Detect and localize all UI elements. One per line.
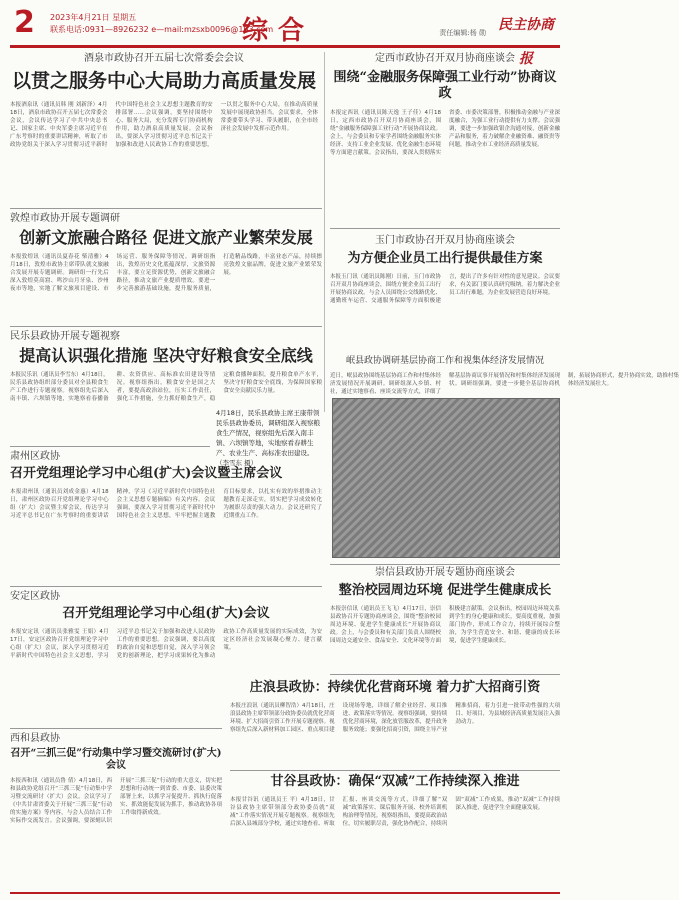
article-anding	[10, 590, 322, 694]
article-jiuquan	[10, 52, 318, 219]
article-body: 本报肃州讯（通讯员刘成金惠）4月18日，肃州区政协召开党组理论学习中心组（扩大）会议暨主席会议，传达学习习近平总书记在广东考察时的重要讲话精神，学习《习近平新时代中国特色社会主义思想专题摘编》有关内容。会议强调，要深入学习贯彻习近平新时代中国特色社会主义思想，牢牢把握主题教育目标要求，以扎实有效的举措推动主题教育走深走实，切实把学习成效转化为履职尽责的强大动力。会议还研究了近期重点工作。	[10, 488, 322, 519]
section-divider	[330, 228, 560, 229]
editor-credit: 责任编辑:杨 勋	[439, 29, 486, 37]
article-dunhuang	[10, 212, 322, 331]
masthead-info	[50, 12, 273, 36]
article-body: 近日，岷县政协围绕基层协商工作和村集体经济发展情况开展调研。调研组深入乡镇、村社，通过实地察看、座谈交流等方式，详细了解基层协商议事开展情况和村集体经济发展现状。调研组强调，要进一步健全基层协商机制，拓展协商形式，提升协商实效，助推村集体经济发展壮大。	[330, 373, 679, 395]
section-divider	[10, 208, 322, 209]
article-kicker: 敦煌市政协开展专题调研	[10, 213, 120, 224]
article-headline: 整治校园周边环境 促进学生健康成长	[338, 583, 552, 598]
article-kicker: 岷县政协调研基层协商工作和视集体经济发展情况	[345, 356, 544, 366]
photo-caption: 4月18日，民乐县政协主席王康带领民乐县政协委员，调研组深入视察粮食生产情况，视察组先后深入南丰镇、六坝镇等地，实地察看春耕生产、农业生产、高标准农田建设。（李雪东 摄）	[216, 409, 320, 467]
article-body: 本报敦煌讯（通讯员夏春花 柴清雅）4月18日，敦煌市政协主席带队就文旅融合发展开展专题调研。调研组一行先后深入敦煌莫高窟、鸣沙山月牙泉、沙州夜市等地，实地了解文旅项目建设、市场运营、服务保障等情况。调研组指出，敦煌历史文化底蕴深厚，文旅资源丰富，要立足资源优势，创新文旅融合路径，推动文旅产业提质增效。要进一步完善旅游基础设施，提升服务质量，打造精品线路，丰富业态产品，持续擦亮敦煌文旅品牌，促进文旅产业繁荣发展。	[10, 254, 322, 293]
section-divider	[230, 770, 560, 771]
article-kicker: 安定区政协	[10, 591, 60, 602]
section-divider	[10, 326, 322, 327]
article-headline: 召开“三抓三促”行动集中学习暨交流研讨(扩大)会议	[10, 748, 222, 771]
article-body: 本报定西讯（通讯员陈天逸 王子佳）4月18日，定西市政协召开双月协商座谈会，围绕“金融服务保障强工业行动”开展协商议政。会上，与会委员和专家学者围绕金融服务实体经济、支持工业企业发展、优化金融生态环境等方面建言献策。会议指出，要深入贯彻落实省委、市委决策部署，积极推动金融与产业深度融合，为强工业行动提供有力支撑。会议强调，要进一步加强政银企沟通对接，创新金融产品和服务，着力破解企业融资难、融资贵等问题，推动全市工业经济高质量发展。	[330, 110, 560, 157]
article-kicker: 西和县政协	[10, 733, 60, 744]
article-minxian	[330, 354, 679, 400]
article-kicker: 民乐县政协开展专题视察	[10, 331, 120, 342]
article-headline: 提高认识强化措施 坚决守好粮食安全底线	[19, 346, 313, 365]
page-number: 2	[14, 5, 35, 40]
article-headline: 围绕“金融服务保障强工业行动”协商议政	[333, 70, 557, 101]
article-headline: 创新文旅融合路径 促进文旅产业繁荣发展	[19, 228, 313, 247]
article-kicker: 肃州区政协	[10, 451, 60, 462]
issue-date: 2023年4月21日 星期五	[50, 13, 137, 22]
section-title: 综合	[242, 16, 315, 46]
article-headline: 庄浪县政协：持续优化营商环境 着力扩大招商引资	[249, 680, 541, 695]
article-body: 本报崇信讯（通讯员王飞飞）4月17日，崇信县政协召开专题协商座谈会，围绕“整治校园周边环境、促进学生健康成长”开展协商议政。会上，与会委员和有关部门负责人围绕校园周边交通安全、食品安全、文化环境等方面积极建言献策。会议指出，校园周边环境关系到学生的身心健康和成长，要高度重视，加强部门协作，形成工作合力，持续开展综合整治，为学生营造安全、和谐、健康的成长环境，促进学生健康成长。	[330, 605, 560, 644]
article-body: 本报民乐讯（通讯员李雪东）4月18日，民乐县政协组织部分委员对全县粮食生产工作进行专题视察。视察组先后深入南丰镇、六坝镇等地，实地察看春播备耕、农资供应、高标准农田建设等情况。视察组指出，粮食安全是国之大者，要提高政治站位，压实工作责任，强化工作措施，全力抓好粮食生产，稳定粮食播种面积，提升粮食单产水平，坚决守好粮食安全底线，为保障国家粮食安全贡献民乐力量。	[10, 372, 322, 403]
section-divider	[10, 446, 210, 447]
article-kicker: 玉门市政协召开双月协商座谈会	[375, 235, 515, 246]
article-headline: 为方便企业员工出行提供最佳方案	[347, 251, 543, 266]
section-divider	[10, 586, 322, 587]
article-zhuanglang	[230, 680, 560, 752]
article-body: 本报安定讯（通讯员张雅雯 王娟）4月17日，安定区政协召开党组理论学习中心组（扩大）会议，深入学习贯彻习近平新时代中国特色社会主义思想，学习习近平总书记关于加强和改进人民政协工作的重要思想。会议强调，要以高度的政治自觉和思想自觉，深入学习领会党的创新理论，把学习成果转化为推动政协工作高质量发展的实际成效，为安定区经济社会发展凝心聚力、建言献策。	[10, 628, 322, 659]
article-body: 本报西和讯（通讯员鲁 倩）4月18日，西和县政协党组召开“三抓三促”行动集中学习暨交流研讨（扩大）会议。会议学习了《中共甘肃省委关于开展“三抓三促”行动的实施方案》等内容，与会人员结合工作实际作交流发言。会议强调，要深刻认识开展“三抓三促”行动的重大意义，切实把思想和行动统一到省委、市委、县委决策部署上来，以抓学习促提升、抓执行促落实、抓效能促发展为抓手，推动政协各项工作取得新成效。	[10, 778, 222, 824]
article-kicker: 酒泉市政协召开五届七次常委会会议	[84, 53, 244, 64]
article-body: 本报甘谷讯（通讯员王 平）4月18日，甘谷县政协主席带领部分政协委员就“双减”工作落实情况开展专题视察。视察组先后深入县城部分学校，通过实地查看、听取汇报、座谈交流等方式，详细了解“双减”政策落实、课后服务开展、校外培训机构治理等情况。视察组指出，要提高政治站位，切实履职尽责，强化协作配合，持续巩固“双减”工作成果，推动“双减”工作持续深入推进，促进学生全面健康发展。	[230, 796, 560, 827]
article-headline: 召开党组理论学习中心组(扩大)会议暨主席会议	[10, 466, 283, 481]
news-photo	[332, 398, 560, 558]
article-body: 本报酒泉讯（通讯员韩 刚 刘新泽）4月18日，酒泉市政协召开五届七次常委会会议，会议传达学习了中共中央总书记、国家主席、中央军委主席习近平在广东考察时的重要讲话精神，听取了市政协党组关于深入学习贯彻习近平新时代中国特色社会主义思想主题教育的安排部署……会议强调，要坚持围绕中心、服务大局，充分发挥专门协商机构作用，助力酒泉高质量发展。会议指出，要深入学习贯彻习近平总书记关于加强和改进人民政协工作的重要思想，一以贯之服务中心大局，在推动高质量发展中展现政协担当。会议要求，全体常委要带头学习、带头履职，在全市经济社会发展中发挥示范作用。	[10, 101, 318, 148]
article-xihe	[10, 732, 222, 889]
article-gangu	[230, 774, 560, 880]
newspaper-logo: 民主协商报	[498, 17, 554, 67]
contact-line: 联系电话:0931—8926232 e—mail:mzsxb0096@163.com	[50, 25, 274, 34]
article-body: 本报庄浪讯（通讯员柳智浩）4月18日，庄浪县政协主席带领部分政协委员就优化营商环境、扩大招商引资工作开展专题视察。视察组先后深入新材料加工园区、重点项目建设现场等地，详细了解企业经营、项目推进、政策落实等情况。视察组强调，要持续优化营商环境，深化放管服改革，提升政务服务效能；要强化招商引资，围绕主导产业精准招商，着力引进一批带动性强的大项目、好项目，为县域经济高质量发展注入强劲动力。	[230, 702, 560, 733]
article-kicker: 崇信县政协开展专题协商座谈会	[375, 567, 515, 578]
section-divider	[330, 564, 560, 565]
column-divider	[324, 52, 325, 412]
article-headline: 甘谷县政协：确保“双减”工作持续深入推进	[270, 774, 520, 789]
article-kicker: 定西市政协召开双月协商座谈会	[375, 53, 515, 64]
article-headline: 召开党组理论学习中心组(扩大)会议	[62, 606, 270, 621]
article-chongxin	[330, 566, 560, 679]
section-divider	[330, 674, 560, 675]
article-headline: 以贯之服务中心大局助力高质量发展	[11, 70, 316, 92]
bottom-rule	[10, 892, 560, 894]
article-body: 本报玉门讯（通讯员陈刚）日前，玉门市政协召开双月协商座谈会，围绕方便企业员工出行开展协商议政。与会人员围绕公交线路优化、通勤班车运营、交通服务保障等方面积极建言，提出了许多有针对性的意见建议。会议要求，有关部门要认真研究吸纳，着力解决企业员工出行难题，为企业发展营造良好环境。	[330, 273, 560, 304]
section-divider	[10, 728, 222, 729]
article-suzhou	[10, 450, 322, 580]
